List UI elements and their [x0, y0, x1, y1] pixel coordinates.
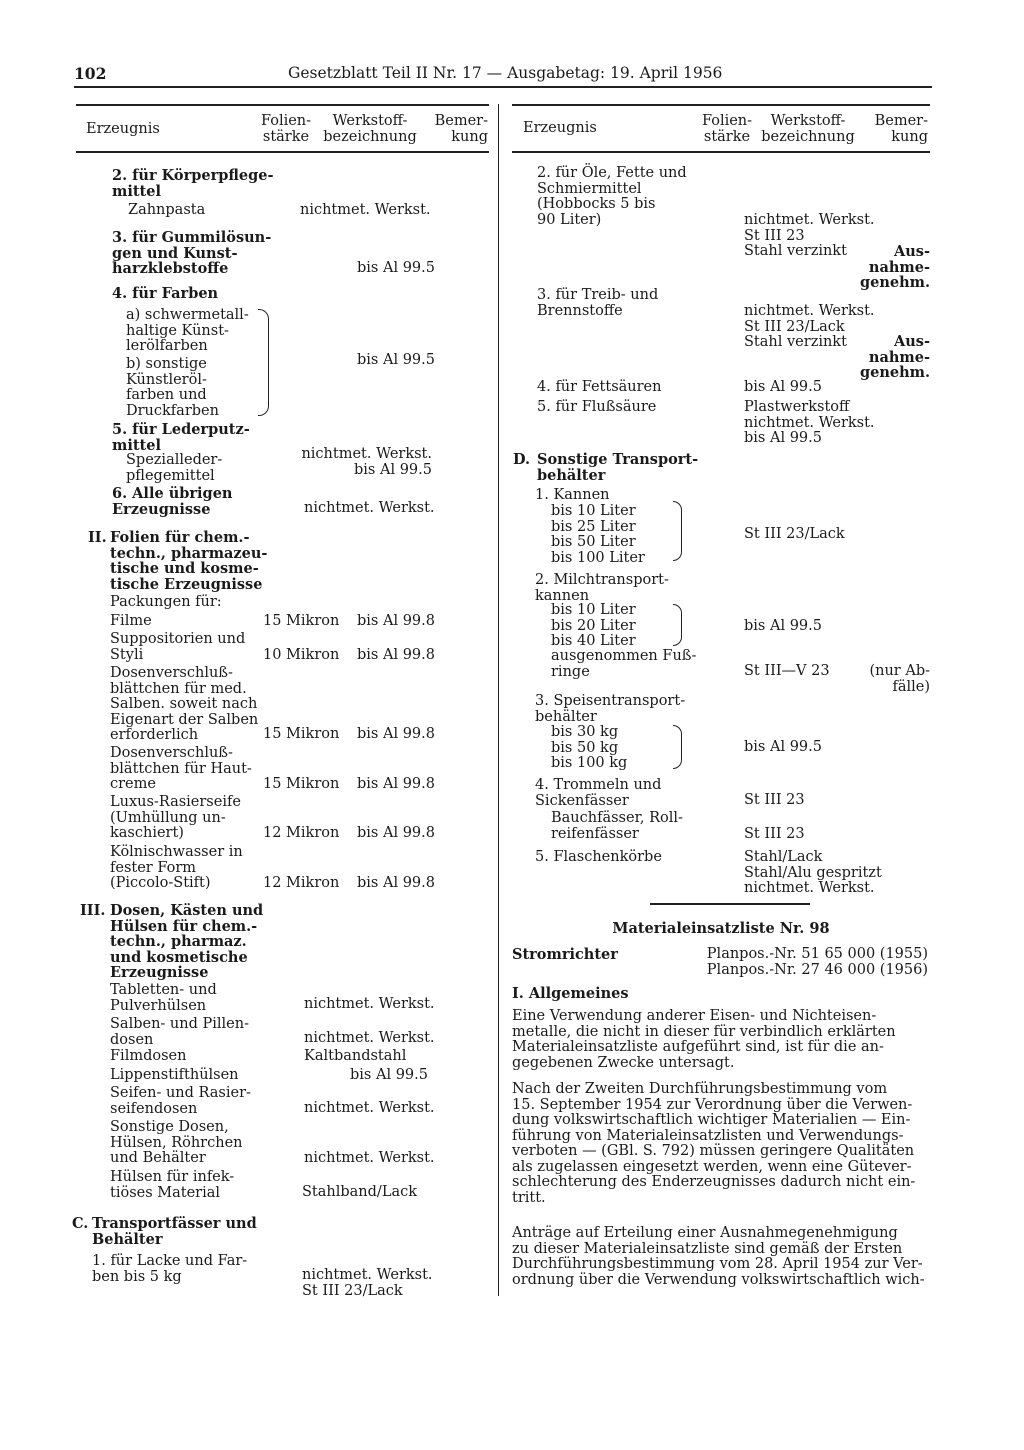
row-flaschenkoerbe: 5. Flaschenkörbe — [535, 849, 662, 865]
table-top-rule — [76, 104, 489, 106]
item-spezialleder: Speziallеder- pflegemittel — [126, 452, 223, 484]
th-dosenverschluss-creme: 15 Mikron — [263, 776, 340, 792]
item-farben-a: a) schwermetall- haltige Künst- lerölfarben — [126, 307, 249, 354]
section-3-heading: Dosen, Kästen und Hülsen für chem.- techn., pharmaz. und kosmetische Erzeugnisse — [110, 902, 264, 981]
item-filme: Filme — [110, 613, 152, 629]
mat-zahnpasta: nichtmet. Werkst. — [300, 202, 431, 218]
col-header-product-right: Erzeugnis — [523, 120, 597, 136]
rem-oele-fette: Aus- nahme- genehm. — [860, 243, 931, 291]
mat-huelsen-infektioes: Stahlband/Lack — [302, 1184, 417, 1200]
page-number: 102 — [74, 64, 107, 83]
table-top-rule-right — [512, 104, 930, 106]
col-header-remark-right: Bemer- kung — [874, 113, 928, 145]
mat-trommeln: St III 23 — [744, 792, 805, 808]
page-title: Gesetzblatt Teil II Nr. 17 — Ausgabetag: 19. April 1956 — [288, 64, 723, 82]
mat-sonstige-dosen: nichtmet. Werkst. — [304, 1150, 435, 1166]
row-trommeln: 4. Trommeln und Sickenfässer — [535, 777, 662, 809]
paragraph-1: Eine Verwendung anderer Eisen- und Nichteisen- metalle, die nicht in dieser für verbindlich erklärten Materialeinsatzliste aufgeführt sind, ist für die an- gegebenen Zwecke untersagt. — [512, 1008, 896, 1071]
mat-rasierseife: bis Al 99.8 — [357, 825, 435, 841]
item-huelsen-infektioes: Hülsen für infek- tiöses Material — [110, 1169, 235, 1201]
col-header-material-right: Werkstoff- bezeichnung — [761, 113, 855, 145]
brace-kannen — [673, 501, 682, 561]
column-divider — [498, 104, 499, 1296]
mat-oele-fette: nichtmet. Werkst. St III 23 Stahl verzinkt — [744, 212, 875, 259]
section-2-heading: Folien für chem.- techn., pharmazeu- tische und kosme- tische Erzeugnisse — [110, 529, 268, 593]
mat-farben: bis Al 99.5 — [357, 352, 435, 368]
mat-lacke-farben: nichtmet. Werkst. St III 23/Lack — [302, 1267, 433, 1299]
row-farben: 4. für Farben — [112, 285, 219, 302]
section-c-number: C. — [72, 1215, 89, 1232]
mat-salben-pillen: nichtmet. Werkst. — [304, 1030, 435, 1046]
row-fettsaeuren: 4. für Fettsäuren — [537, 379, 662, 395]
table-head-rule-right — [512, 151, 930, 153]
section-3-number: III. — [80, 902, 106, 919]
row-gummiloesungen: 3. für Gummilösun- gen und Kunst- harzklebstoffe — [112, 229, 272, 277]
th-suppositorien: 10 Mikron — [263, 647, 340, 663]
items-milchtransport: bis 10 Liter bis 20 Liter bis 40 Liter — [551, 602, 636, 649]
col-header-thickness-right: Folien- stärke — [701, 113, 753, 145]
mat-fussringe: St III—V 23 — [744, 663, 830, 679]
row-treib-brennstoffe: 3. für Treib- und Brennstoffe — [537, 287, 659, 319]
rem-treib-brennstoffe: Aus- nahme- genehm. — [860, 333, 931, 381]
brace-speisentransport — [673, 725, 682, 769]
item-filmdosen: Filmdosen — [110, 1048, 187, 1064]
col-header-material: Werkstoff- bezeichnung — [323, 113, 417, 145]
section-d-number: D. — [513, 451, 531, 468]
section-c-heading: Transportfässer und Behälter — [92, 1215, 257, 1248]
row-speisentransport: 3. Speisentransport- behälter — [535, 693, 686, 725]
mat-fettsaeuren: bis Al 99.5 — [744, 379, 822, 395]
mat-tabletten: nichtmet. Werkst. — [304, 996, 435, 1012]
section-allgemeines: I. Allgemeines — [512, 985, 629, 1002]
brace-milchtransport — [673, 604, 682, 646]
section-d-heading: Sonstige Transport- behälter — [537, 451, 699, 484]
row-oele-fette: 2. für Öle, Fette und Schmiermittel (Hobbocks 5 bis 90 Liter) — [537, 165, 687, 228]
mat-lederputz: nichtmet. Werkst. bis Al 99.5 — [301, 446, 432, 478]
col-header-product: Erzeugnis — [86, 121, 160, 137]
items-kannen: bis 10 Liter bis 25 Liter bis 50 Liter bis 100 Liter — [551, 503, 645, 566]
th-filme: 15 Mikron — [263, 613, 340, 629]
mat-bauchfaesser: St III 23 — [744, 826, 805, 842]
item-suppositorien: Suppositorien und Styli — [110, 631, 246, 663]
header-rule — [74, 86, 932, 88]
mat-filmdosen: Kaltbandstahl — [304, 1048, 407, 1064]
row-lederputz: 5. für Lederputz- mittel — [112, 421, 250, 454]
item-dosenverschluss-salben: Dosenverschluß- blättchen für med. Salben. soweit nach Eigenart der Salben erforderlich — [110, 665, 259, 743]
mat-seifendosen: nichtmet. Werkst. — [304, 1100, 435, 1116]
paragraph-2: Nach der Zweiten Durchführungsbestimmung vom 15. September 1954 zur Verordnung über die Verwen- dung volkswirtschaftlich wichtiger Materialien — Ein- führung von Materialeinsatzlisten und Verwendungs- verboten — (GBl. S. 792) müssen geringere Qualitäten als zugelassen eingesetzt werden, wenn eine Gütever- schlechterung des Enderzeugnisses dadurch nicht ein- tritt. — [512, 1081, 916, 1206]
item-salben-pillen: Salben- und Pillen- dosen — [110, 1016, 249, 1048]
item-lippenstift: Lippenstifthülsen — [110, 1067, 239, 1083]
mat-lippenstift: bis Al 99.5 — [350, 1067, 428, 1083]
row-bauchfaesser: Bauchfässer, Roll- reifenfässer — [551, 810, 683, 842]
section-rule — [650, 903, 810, 905]
mat-koelnischwasser: bis Al 99.8 — [357, 875, 435, 891]
th-koelnischwasser: 12 Mikron — [263, 875, 340, 891]
paragraph-3: Anträge auf Erteilung einer Ausnahmegenehmigung zu dieser Materialeinsatzliste sind gemäß der Ersten Durchführungsbestimmung vom 28. April 1954 zur Ver- ordnung über die Verwendung volkswirtschaftlich wich- — [512, 1225, 925, 1288]
item-tabletten: Tabletten- und Pulverhülsen — [110, 982, 217, 1014]
stromrichter-label: Stromrichter — [512, 946, 618, 963]
row-alle-uebrigen: 6. Alle übrigen Erzeugnisse — [112, 485, 233, 518]
brace-farben — [258, 309, 269, 416]
mat-kannen: St III 23/Lack — [744, 526, 845, 542]
item-zahnpasta: Zahnpasta — [128, 202, 206, 218]
items-speisentransport: bis 30 kg bis 50 kg bis 100 kg — [551, 724, 628, 771]
mat-alle-uebrigen: nichtmet. Werkst. — [304, 500, 435, 516]
item-sonstige-dosen: Sonstige Dosen, Hülsen, Röhrchen und Behälter — [110, 1119, 243, 1166]
mat-suppositorien: bis Al 99.8 — [357, 647, 435, 663]
item-koelnischwasser: Kölnischwasser in fester Form (Piccolo-Stift) — [110, 844, 243, 891]
item-fussringe: ausgenommen Fuß- ringe — [551, 648, 697, 680]
item-seifendosen: Seifen- und Rasier- seifendosen — [110, 1085, 251, 1117]
th-rasierseife: 12 Mikron — [263, 825, 340, 841]
item-lacke-farben: 1. für Lacke und Far- ben bis 5 kg — [92, 1253, 248, 1285]
item-rasierseife: Luxus-Rasierseife (Umhüllung un- kaschiert) — [110, 794, 241, 841]
section-2-subheading: Packungen für: — [110, 594, 222, 610]
col-header-remark: Bemer- kung — [434, 113, 488, 145]
mat-dosenverschluss-creme: bis Al 99.8 — [357, 776, 435, 792]
section-2-number: II. — [88, 529, 107, 546]
planpos-numbers: Planpos.-Nr. 51 65 000 (1955) Planpos.-Nr. 27 46 000 (1956) — [706, 946, 928, 978]
row-kannen: 1. Kannen — [535, 487, 610, 503]
item-farben-b: b) sonstige Künstleröl- farben und Druckfarben — [126, 356, 219, 419]
mat-treib-brennstoffe: nichtmet. Werkst. St III 23/Lack Stahl verzinkt — [744, 303, 875, 350]
col-header-thickness: Folien- stärke — [260, 113, 312, 145]
mat-filme: bis Al 99.8 — [357, 613, 435, 629]
th-dosenverschluss-salben: 15 Mikron — [263, 726, 340, 742]
mat-dosenverschluss-salben: bis Al 99.8 — [357, 726, 435, 742]
rem-fussringe: (nur Ab- fälle) — [869, 663, 930, 695]
mat-flaschenkoerbe: Stahl/Lack Stahl/Alu gespritzt nichtmet. Werkst. — [744, 849, 882, 896]
mat-gummiloesungen: bis Al 99.5 — [357, 260, 435, 276]
mat-flusssaeure: Plastwerkstoff nichtmet. Werkst. bis Al 99.5 — [744, 399, 875, 446]
table-head-rule — [76, 151, 489, 153]
list-title: Materialeinsatzliste Nr. 98 — [612, 920, 830, 937]
mat-milchtransport: bis Al 99.5 — [744, 618, 822, 634]
row-flusssaeure: 5. für Flußsäure — [537, 399, 657, 415]
row-milchtransport: 2. Milchtransport- kannen — [535, 572, 669, 604]
row-koerperpflege: 2. für Körperpflege- mittel — [112, 167, 274, 200]
item-dosenverschluss-creme: Dosenverschluß- blättchen für Haut- creme — [110, 745, 252, 792]
mat-speisentransport: bis Al 99.5 — [744, 739, 822, 755]
